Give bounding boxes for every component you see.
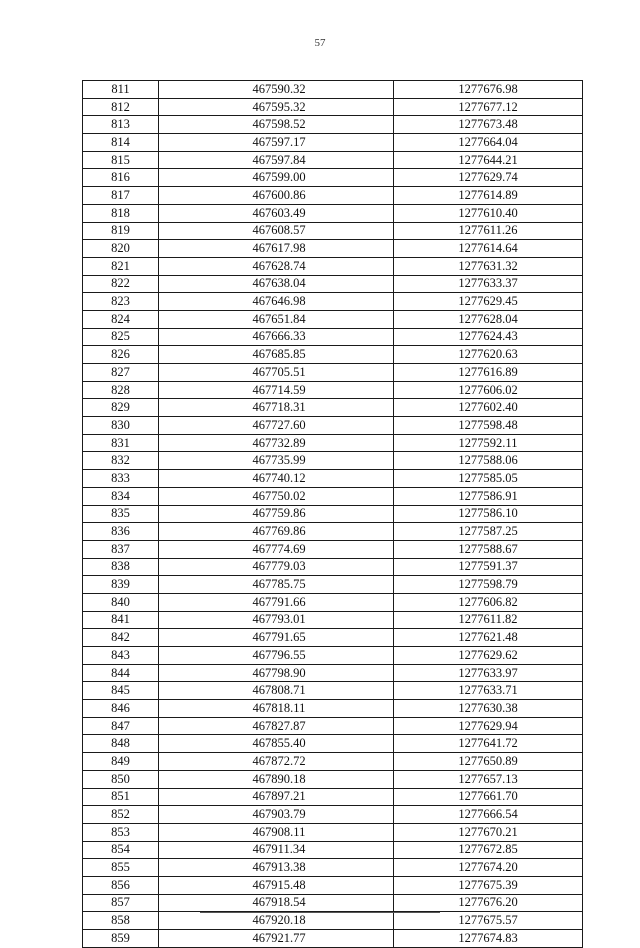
point-number-cell: 833: [83, 470, 159, 488]
point-number-cell: 824: [83, 310, 159, 328]
point-number-cell: 812: [83, 98, 159, 116]
y-coordinate-cell: 1277674.20: [394, 859, 583, 877]
y-coordinate-cell: 1277629.45: [394, 293, 583, 311]
point-number-cell: 856: [83, 876, 159, 894]
table-row: [83, 664, 583, 682]
y-coordinate-cell: 1277629.94: [394, 717, 583, 735]
coordinates-table-body: [83, 81, 583, 948]
point-number-cell: 837: [83, 540, 159, 558]
y-coordinate-cell: 1277598.79: [394, 576, 583, 594]
y-coordinate-cell: 1277644.21: [394, 151, 583, 169]
y-coordinate-cell: 1277630.38: [394, 700, 583, 718]
point-number-cell: 853: [83, 823, 159, 841]
point-number-cell: 811: [83, 81, 159, 99]
point-number-cell: 813: [83, 116, 159, 134]
y-coordinate-cell: 1277670.21: [394, 823, 583, 841]
table-row: [83, 310, 583, 328]
table-row: [83, 169, 583, 187]
y-coordinate-cell: 1277586.10: [394, 505, 583, 523]
x-coordinate-cell: 467598.52: [159, 116, 394, 134]
table-row: [83, 417, 583, 435]
table-row: [83, 576, 583, 594]
x-coordinate-cell: 467798.90: [159, 664, 394, 682]
y-coordinate-cell: 1277675.57: [394, 912, 583, 930]
x-coordinate-cell: 467727.60: [159, 417, 394, 435]
table-row: [83, 222, 583, 240]
point-number-cell: 832: [83, 452, 159, 470]
point-number-cell: 855: [83, 859, 159, 877]
table-row: [83, 629, 583, 647]
point-number-cell: 842: [83, 629, 159, 647]
point-number-cell: 817: [83, 187, 159, 205]
y-coordinate-cell: 1277657.13: [394, 770, 583, 788]
point-number-cell: 836: [83, 523, 159, 541]
point-number-cell: 830: [83, 417, 159, 435]
y-coordinate-cell: 1277666.54: [394, 806, 583, 824]
y-coordinate-cell: 1277606.82: [394, 593, 583, 611]
y-coordinate-cell: 1277611.26: [394, 222, 583, 240]
x-coordinate-cell: 467597.84: [159, 151, 394, 169]
table-row: [83, 381, 583, 399]
table-row: [83, 452, 583, 470]
y-coordinate-cell: 1277598.48: [394, 417, 583, 435]
table-row: [83, 593, 583, 611]
y-coordinate-cell: 1277633.37: [394, 275, 583, 293]
x-coordinate-cell: 467714.59: [159, 381, 394, 399]
y-coordinate-cell: 1277614.64: [394, 240, 583, 258]
point-number-cell: 838: [83, 558, 159, 576]
y-coordinate-cell: 1277606.02: [394, 381, 583, 399]
x-coordinate-cell: 467718.31: [159, 399, 394, 417]
table-row: [83, 700, 583, 718]
y-coordinate-cell: 1277624.43: [394, 328, 583, 346]
point-number-cell: 820: [83, 240, 159, 258]
coordinates-table: [82, 80, 583, 948]
point-number-cell: 848: [83, 735, 159, 753]
point-number-cell: 841: [83, 611, 159, 629]
x-coordinate-cell: 467791.66: [159, 593, 394, 611]
point-number-cell: 827: [83, 364, 159, 382]
table-row: [83, 505, 583, 523]
point-number-cell: 818: [83, 204, 159, 222]
point-number-cell: 845: [83, 682, 159, 700]
point-number-cell: 858: [83, 912, 159, 930]
y-coordinate-cell: 1277677.12: [394, 98, 583, 116]
x-coordinate-cell: 467793.01: [159, 611, 394, 629]
x-coordinate-cell: 467855.40: [159, 735, 394, 753]
point-number-cell: 834: [83, 487, 159, 505]
y-coordinate-cell: 1277611.82: [394, 611, 583, 629]
x-coordinate-cell: 467818.11: [159, 700, 394, 718]
page-number: 57: [314, 37, 326, 49]
table-row: [83, 912, 583, 930]
y-coordinate-cell: 1277610.40: [394, 204, 583, 222]
table-row: [83, 735, 583, 753]
table-row: [83, 257, 583, 275]
point-number-cell: 826: [83, 346, 159, 364]
scan-edge-line: [200, 912, 440, 913]
x-coordinate-cell: 467735.99: [159, 452, 394, 470]
x-coordinate-cell: 467759.86: [159, 505, 394, 523]
y-coordinate-cell: 1277588.67: [394, 540, 583, 558]
x-coordinate-cell: 467590.32: [159, 81, 394, 99]
y-coordinate-cell: 1277602.40: [394, 399, 583, 417]
point-number-cell: 843: [83, 647, 159, 665]
y-coordinate-cell: 1277676.20: [394, 894, 583, 912]
x-coordinate-cell: 467638.04: [159, 275, 394, 293]
point-number-cell: 821: [83, 257, 159, 275]
x-coordinate-cell: 467779.03: [159, 558, 394, 576]
x-coordinate-cell: 467796.55: [159, 647, 394, 665]
table-row: [83, 187, 583, 205]
point-number-cell: 816: [83, 169, 159, 187]
point-number-cell: 846: [83, 700, 159, 718]
table-row: [83, 487, 583, 505]
x-coordinate-cell: 467617.98: [159, 240, 394, 258]
x-coordinate-cell: 467599.00: [159, 169, 394, 187]
x-coordinate-cell: 467651.84: [159, 310, 394, 328]
x-coordinate-cell: 467685.85: [159, 346, 394, 364]
x-coordinate-cell: 467597.17: [159, 134, 394, 152]
table-row: [83, 346, 583, 364]
x-coordinate-cell: 467603.49: [159, 204, 394, 222]
table-row: [83, 876, 583, 894]
x-coordinate-cell: 467608.57: [159, 222, 394, 240]
x-coordinate-cell: 467600.86: [159, 187, 394, 205]
table-row: [83, 894, 583, 912]
table-row: [83, 806, 583, 824]
point-number-cell: 847: [83, 717, 159, 735]
point-number-cell: 831: [83, 434, 159, 452]
x-coordinate-cell: 467908.11: [159, 823, 394, 841]
y-coordinate-cell: 1277661.70: [394, 788, 583, 806]
x-coordinate-cell: 467890.18: [159, 770, 394, 788]
point-number-cell: 849: [83, 753, 159, 771]
table-row: [83, 682, 583, 700]
x-coordinate-cell: 467913.38: [159, 859, 394, 877]
table-row: [83, 151, 583, 169]
point-number-cell: 814: [83, 134, 159, 152]
y-coordinate-cell: 1277629.62: [394, 647, 583, 665]
table-row: [83, 470, 583, 488]
table-row: [83, 98, 583, 116]
table-row: [83, 328, 583, 346]
table-row: [83, 717, 583, 735]
x-coordinate-cell: 467646.98: [159, 293, 394, 311]
x-coordinate-cell: 467808.71: [159, 682, 394, 700]
x-coordinate-cell: 467911.34: [159, 841, 394, 859]
table-row: [83, 399, 583, 417]
point-number-cell: 857: [83, 894, 159, 912]
table-row: [83, 841, 583, 859]
table-row: [83, 523, 583, 541]
table-row: [83, 788, 583, 806]
x-coordinate-cell: 467921.77: [159, 930, 394, 948]
table-row: [83, 204, 583, 222]
y-coordinate-cell: 1277674.83: [394, 930, 583, 948]
x-coordinate-cell: 467628.74: [159, 257, 394, 275]
table-row: [83, 558, 583, 576]
y-coordinate-cell: 1277650.89: [394, 753, 583, 771]
x-coordinate-cell: 467666.33: [159, 328, 394, 346]
y-coordinate-cell: 1277675.39: [394, 876, 583, 894]
y-coordinate-cell: 1277664.04: [394, 134, 583, 152]
y-coordinate-cell: 1277614.89: [394, 187, 583, 205]
table-row: [83, 859, 583, 877]
y-coordinate-cell: 1277621.48: [394, 629, 583, 647]
table-row: [83, 81, 583, 99]
point-number-cell: 819: [83, 222, 159, 240]
point-number-cell: 835: [83, 505, 159, 523]
table-row: [83, 134, 583, 152]
y-coordinate-cell: 1277628.04: [394, 310, 583, 328]
y-coordinate-cell: 1277676.98: [394, 81, 583, 99]
point-number-cell: 859: [83, 930, 159, 948]
x-coordinate-cell: 467732.89: [159, 434, 394, 452]
y-coordinate-cell: 1277592.11: [394, 434, 583, 452]
point-number-cell: 851: [83, 788, 159, 806]
point-number-cell: 852: [83, 806, 159, 824]
y-coordinate-cell: 1277588.06: [394, 452, 583, 470]
x-coordinate-cell: 467915.48: [159, 876, 394, 894]
y-coordinate-cell: 1277620.63: [394, 346, 583, 364]
table-row: [83, 293, 583, 311]
point-number-cell: 815: [83, 151, 159, 169]
table-row: [83, 823, 583, 841]
table-row: [83, 116, 583, 134]
y-coordinate-cell: 1277586.91: [394, 487, 583, 505]
x-coordinate-cell: 467595.32: [159, 98, 394, 116]
x-coordinate-cell: 467872.72: [159, 753, 394, 771]
table-row: [83, 930, 583, 948]
x-coordinate-cell: 467785.75: [159, 576, 394, 594]
point-number-cell: 839: [83, 576, 159, 594]
y-coordinate-cell: 1277633.97: [394, 664, 583, 682]
table-row: [83, 434, 583, 452]
x-coordinate-cell: 467750.02: [159, 487, 394, 505]
table-row: [83, 611, 583, 629]
point-number-cell: 829: [83, 399, 159, 417]
table-row: [83, 647, 583, 665]
point-number-cell: 828: [83, 381, 159, 399]
y-coordinate-cell: 1277616.89: [394, 364, 583, 382]
y-coordinate-cell: 1277585.05: [394, 470, 583, 488]
y-coordinate-cell: 1277673.48: [394, 116, 583, 134]
point-number-cell: 825: [83, 328, 159, 346]
x-coordinate-cell: 467897.21: [159, 788, 394, 806]
x-coordinate-cell: 467903.79: [159, 806, 394, 824]
y-coordinate-cell: 1277641.72: [394, 735, 583, 753]
x-coordinate-cell: 467791.65: [159, 629, 394, 647]
y-coordinate-cell: 1277633.71: [394, 682, 583, 700]
point-number-cell: 844: [83, 664, 159, 682]
point-number-cell: 822: [83, 275, 159, 293]
point-number-cell: 840: [83, 593, 159, 611]
x-coordinate-cell: 467920.18: [159, 912, 394, 930]
table-row: [83, 364, 583, 382]
y-coordinate-cell: 1277631.32: [394, 257, 583, 275]
x-coordinate-cell: 467769.86: [159, 523, 394, 541]
y-coordinate-cell: 1277672.85: [394, 841, 583, 859]
table-row: [83, 770, 583, 788]
point-number-cell: 823: [83, 293, 159, 311]
y-coordinate-cell: 1277587.25: [394, 523, 583, 541]
table-row: [83, 240, 583, 258]
point-number-cell: 854: [83, 841, 159, 859]
point-number-cell: 850: [83, 770, 159, 788]
x-coordinate-cell: 467705.51: [159, 364, 394, 382]
table-row: [83, 540, 583, 558]
x-coordinate-cell: 467918.54: [159, 894, 394, 912]
table-row: [83, 753, 583, 771]
y-coordinate-cell: 1277629.74: [394, 169, 583, 187]
table-row: [83, 275, 583, 293]
y-coordinate-cell: 1277591.37: [394, 558, 583, 576]
x-coordinate-cell: 467740.12: [159, 470, 394, 488]
x-coordinate-cell: 467827.87: [159, 717, 394, 735]
x-coordinate-cell: 467774.69: [159, 540, 394, 558]
